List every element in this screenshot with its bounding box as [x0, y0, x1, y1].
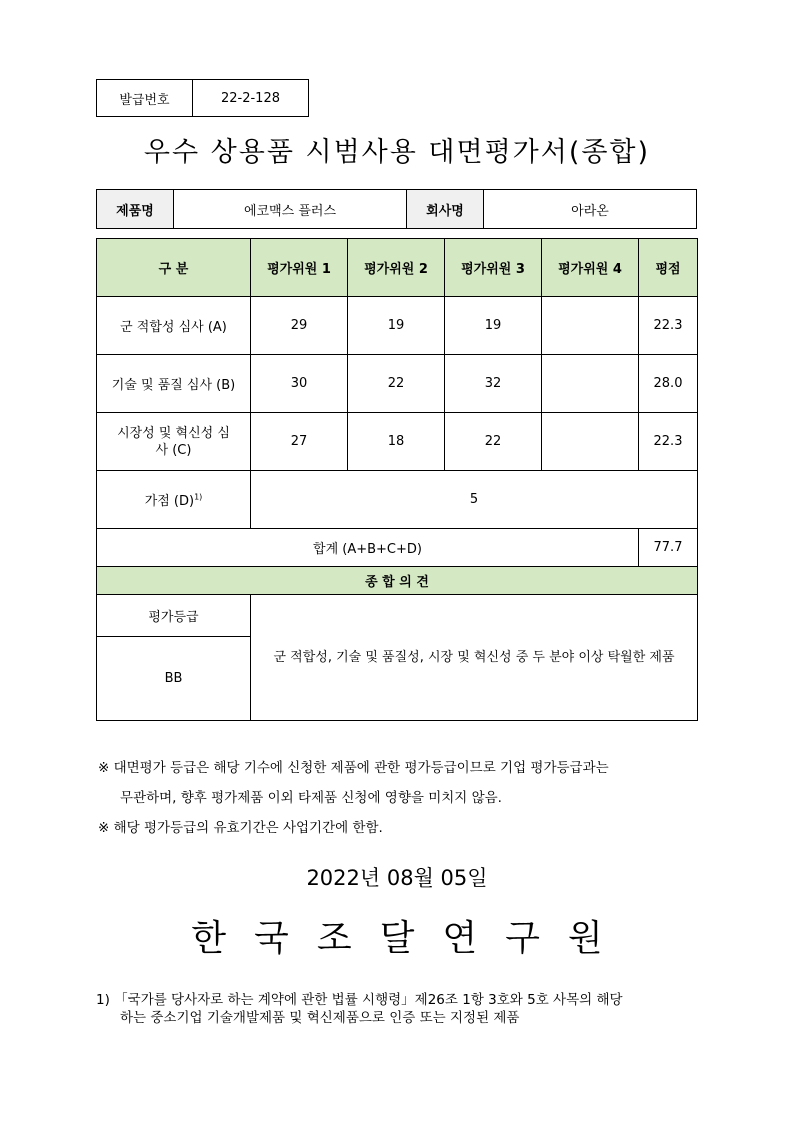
opinion-text: 군 적합성, 기술 및 품질성, 시장 및 혁신성 중 두 분야 이상 탁월한 제품 — [251, 595, 698, 721]
bonus-label: 가점 (D) — [144, 494, 195, 509]
issue-label: 발급번호 — [97, 80, 193, 117]
row-label: 군 적합성 심사 (A) — [97, 297, 251, 355]
score-cell: 22 — [348, 355, 445, 413]
score-cell: 18 — [348, 413, 445, 471]
score-cell: 19 — [445, 297, 542, 355]
bonus-footnote-mark: 1) — [194, 492, 203, 502]
header-evaluator-4: 평가위원 4 — [542, 239, 639, 297]
header-category: 구 분 — [97, 239, 251, 297]
row-label: 기술 및 품질 심사 (B) — [97, 355, 251, 413]
evaluation-table — [96, 238, 698, 721]
document-title: 우수 상용품 시범사용 대면평가서(종합) — [143, 137, 651, 168]
footnote-line-2: 하는 중소기업 기술개발제품 및 혁신제품으로 인증 또는 지정된 제품 — [120, 1010, 520, 1026]
table-header-row — [97, 239, 698, 297]
total-row — [97, 529, 698, 567]
table-row — [97, 355, 698, 413]
product-name-label: 제품명 — [97, 190, 174, 229]
opinion-header-row — [97, 567, 698, 595]
average-cell: 28.0 — [639, 355, 698, 413]
row-label: 시장성 및 혁신성 심사 (C) — [97, 413, 251, 471]
issue-number-box — [96, 79, 309, 117]
opinion-header: 종 합 의 견 — [97, 567, 698, 595]
issue-number: 22-2-128 — [193, 80, 309, 117]
grade-row — [97, 595, 698, 637]
header-evaluator-3: 평가위원 3 — [445, 239, 542, 297]
header-evaluator-1: 평가위원 1 — [251, 239, 348, 297]
bonus-label-cell — [97, 471, 251, 529]
score-cell — [542, 297, 639, 355]
footnote-line-1: 1) 「국가를 당사자로 하는 계약에 관한 법률 시행령」제26조 1항 3호와 5호 사목의 해당 — [96, 992, 623, 1008]
table-row — [97, 413, 698, 471]
company-name: 아라온 — [484, 190, 697, 229]
table-row — [97, 297, 698, 355]
grade-value: BB — [97, 637, 251, 721]
average-cell: 22.3 — [639, 297, 698, 355]
score-cell: 22 — [445, 413, 542, 471]
header-evaluator-2: 평가위원 2 — [348, 239, 445, 297]
company-label: 회사명 — [407, 190, 484, 229]
score-cell — [542, 355, 639, 413]
score-cell: 29 — [251, 297, 348, 355]
issue-date: 2022년 08월 05일 — [306, 866, 488, 890]
total-value: 77.7 — [639, 529, 698, 567]
header-average: 평점 — [639, 239, 698, 297]
note-1: ※ 대면평가 등급은 해당 기수에 신청한 제품에 관한 평가등급이므로 기업 평가등급과는 — [98, 760, 609, 776]
score-cell: 27 — [251, 413, 348, 471]
product-info-table — [96, 189, 697, 229]
average-cell: 22.3 — [639, 413, 698, 471]
score-cell — [542, 413, 639, 471]
total-label: 합계 (A+B+C+D) — [97, 529, 639, 567]
bonus-value: 5 — [251, 471, 698, 529]
score-cell: 30 — [251, 355, 348, 413]
score-cell: 19 — [348, 297, 445, 355]
grade-label: 평가등급 — [97, 595, 251, 637]
bonus-row — [97, 471, 698, 529]
note-1-continued: 무관하며, 향후 평가제품 이외 타제품 신청에 영향을 미치지 않음. — [120, 790, 502, 806]
note-2: ※ 해당 평가등급의 유효기간은 사업기간에 한함. — [98, 820, 383, 836]
product-name: 에코맥스 플러스 — [174, 190, 407, 229]
score-cell: 32 — [445, 355, 542, 413]
organization-name: 한국조달연구원 — [191, 918, 631, 959]
